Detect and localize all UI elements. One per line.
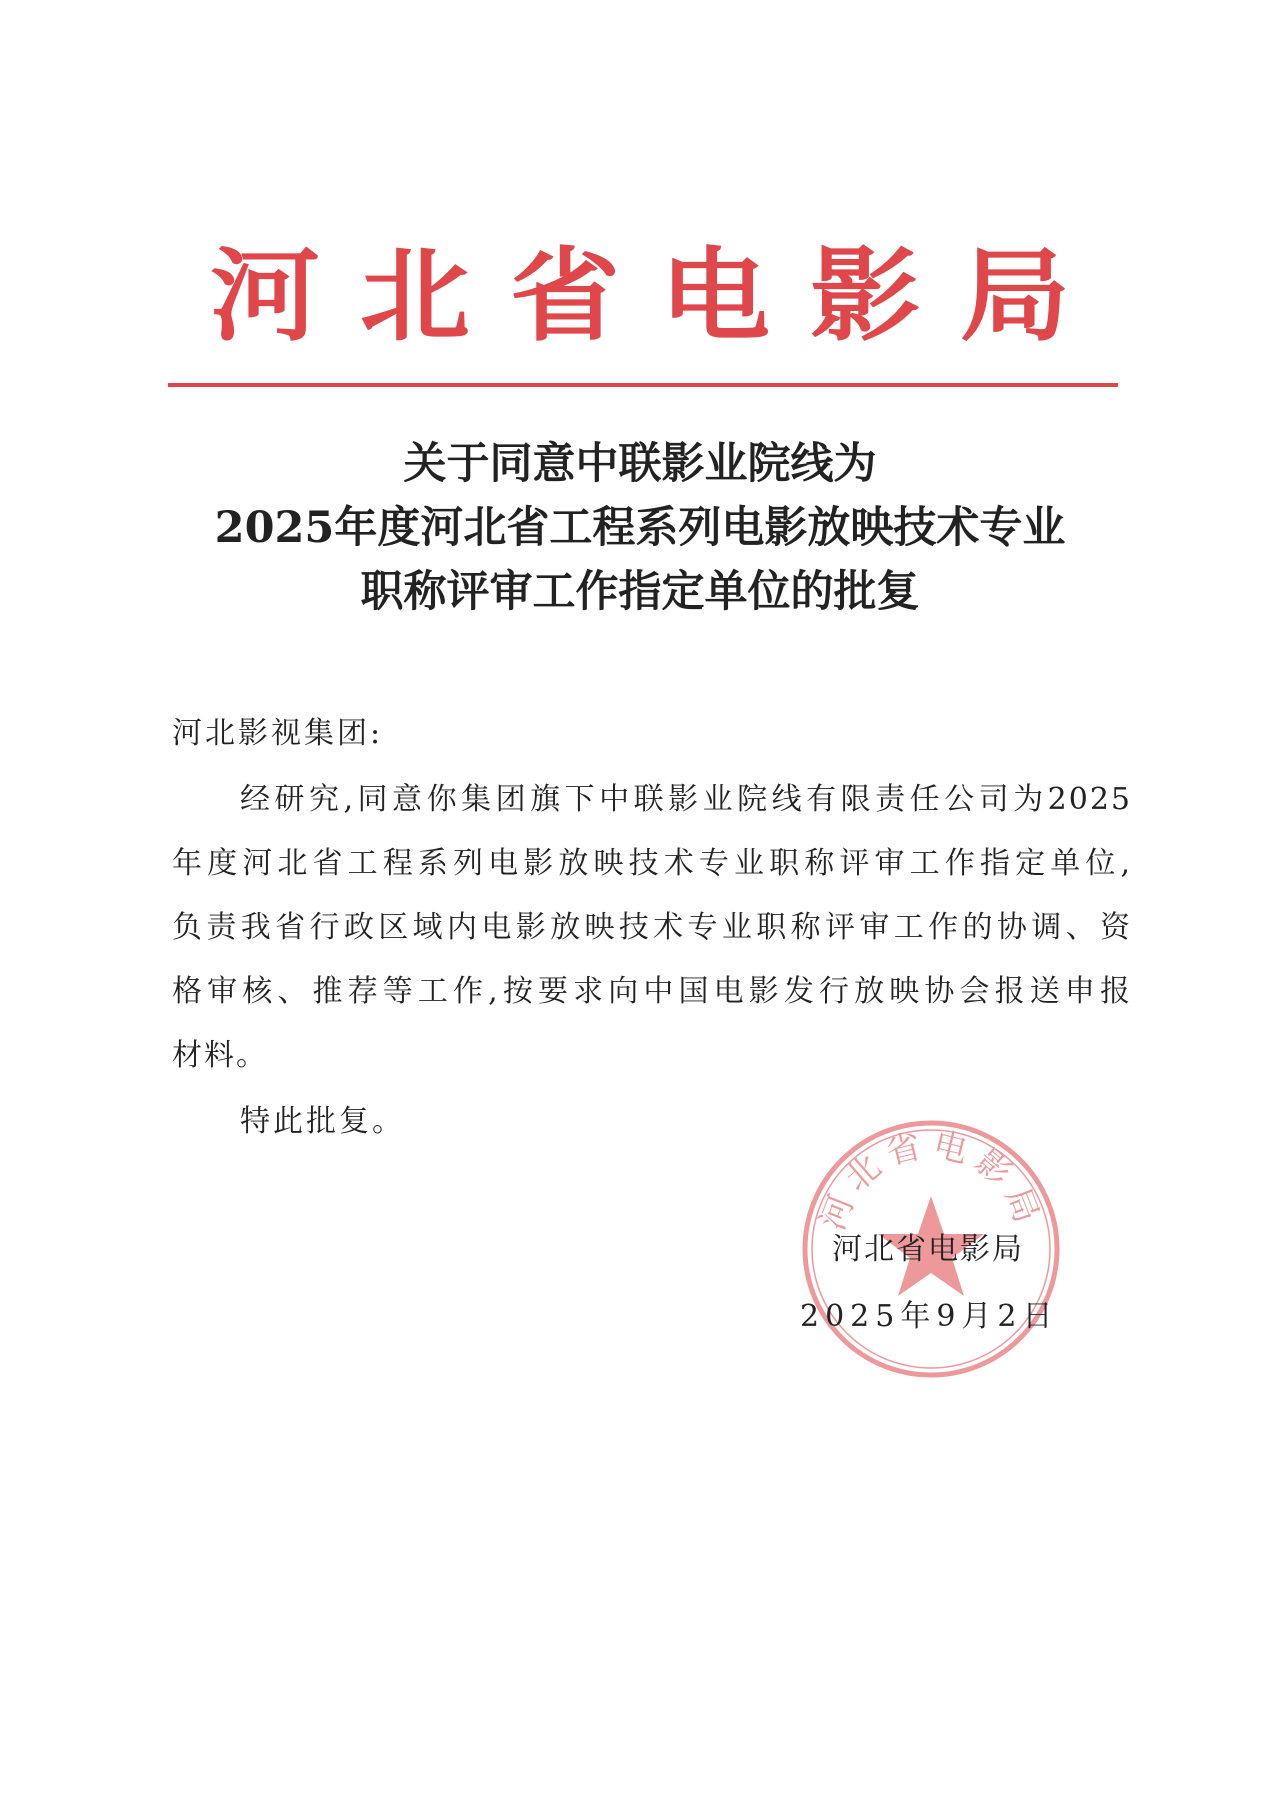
- closing-remark: 特此批复。: [240, 1104, 405, 1139]
- signing-organization: 河北省电影局: [832, 1232, 1024, 1267]
- signing-date: 2025年9月2日: [800, 1299, 1059, 1334]
- title-line: 职称评审工作指定单位的批复: [360, 567, 920, 617]
- letterhead-char: 局: [960, 237, 1070, 355]
- letterhead-char: 电: [660, 237, 770, 355]
- seal-text-path: 河北省电影局: [812, 1124, 1050, 1236]
- title-line: 2025年度河北省工程系列电影放映技术专业: [214, 503, 1066, 553]
- letterhead-divider: [168, 383, 1118, 387]
- body-line: 负责我省行政区域内电影放映技术专业职称评审工作的协调、资: [172, 910, 1132, 945]
- salutation: 河北影视集团:: [172, 716, 384, 751]
- body-line: 材料。: [172, 1038, 268, 1073]
- letterhead-char: 省: [510, 237, 620, 355]
- body-line: 年度河北省工程系列电影放映技术专业职称评审工作指定单位,: [172, 846, 1132, 881]
- body-line: 经研究,同意你集团旗下中联影业院线有限责任公司为2025: [240, 782, 1132, 817]
- document-title: [0, 432, 1280, 624]
- letterhead-char: 河: [210, 237, 320, 355]
- body-line: 格审核、推荐等工作,按要求向中国电影发行放映协会报送申报: [172, 974, 1132, 1009]
- title-line: 关于同意中联影业院线为: [403, 439, 877, 489]
- letterhead-char: 北: [360, 237, 470, 355]
- letterhead: [210, 236, 1070, 356]
- letterhead-char: 影: [810, 237, 920, 355]
